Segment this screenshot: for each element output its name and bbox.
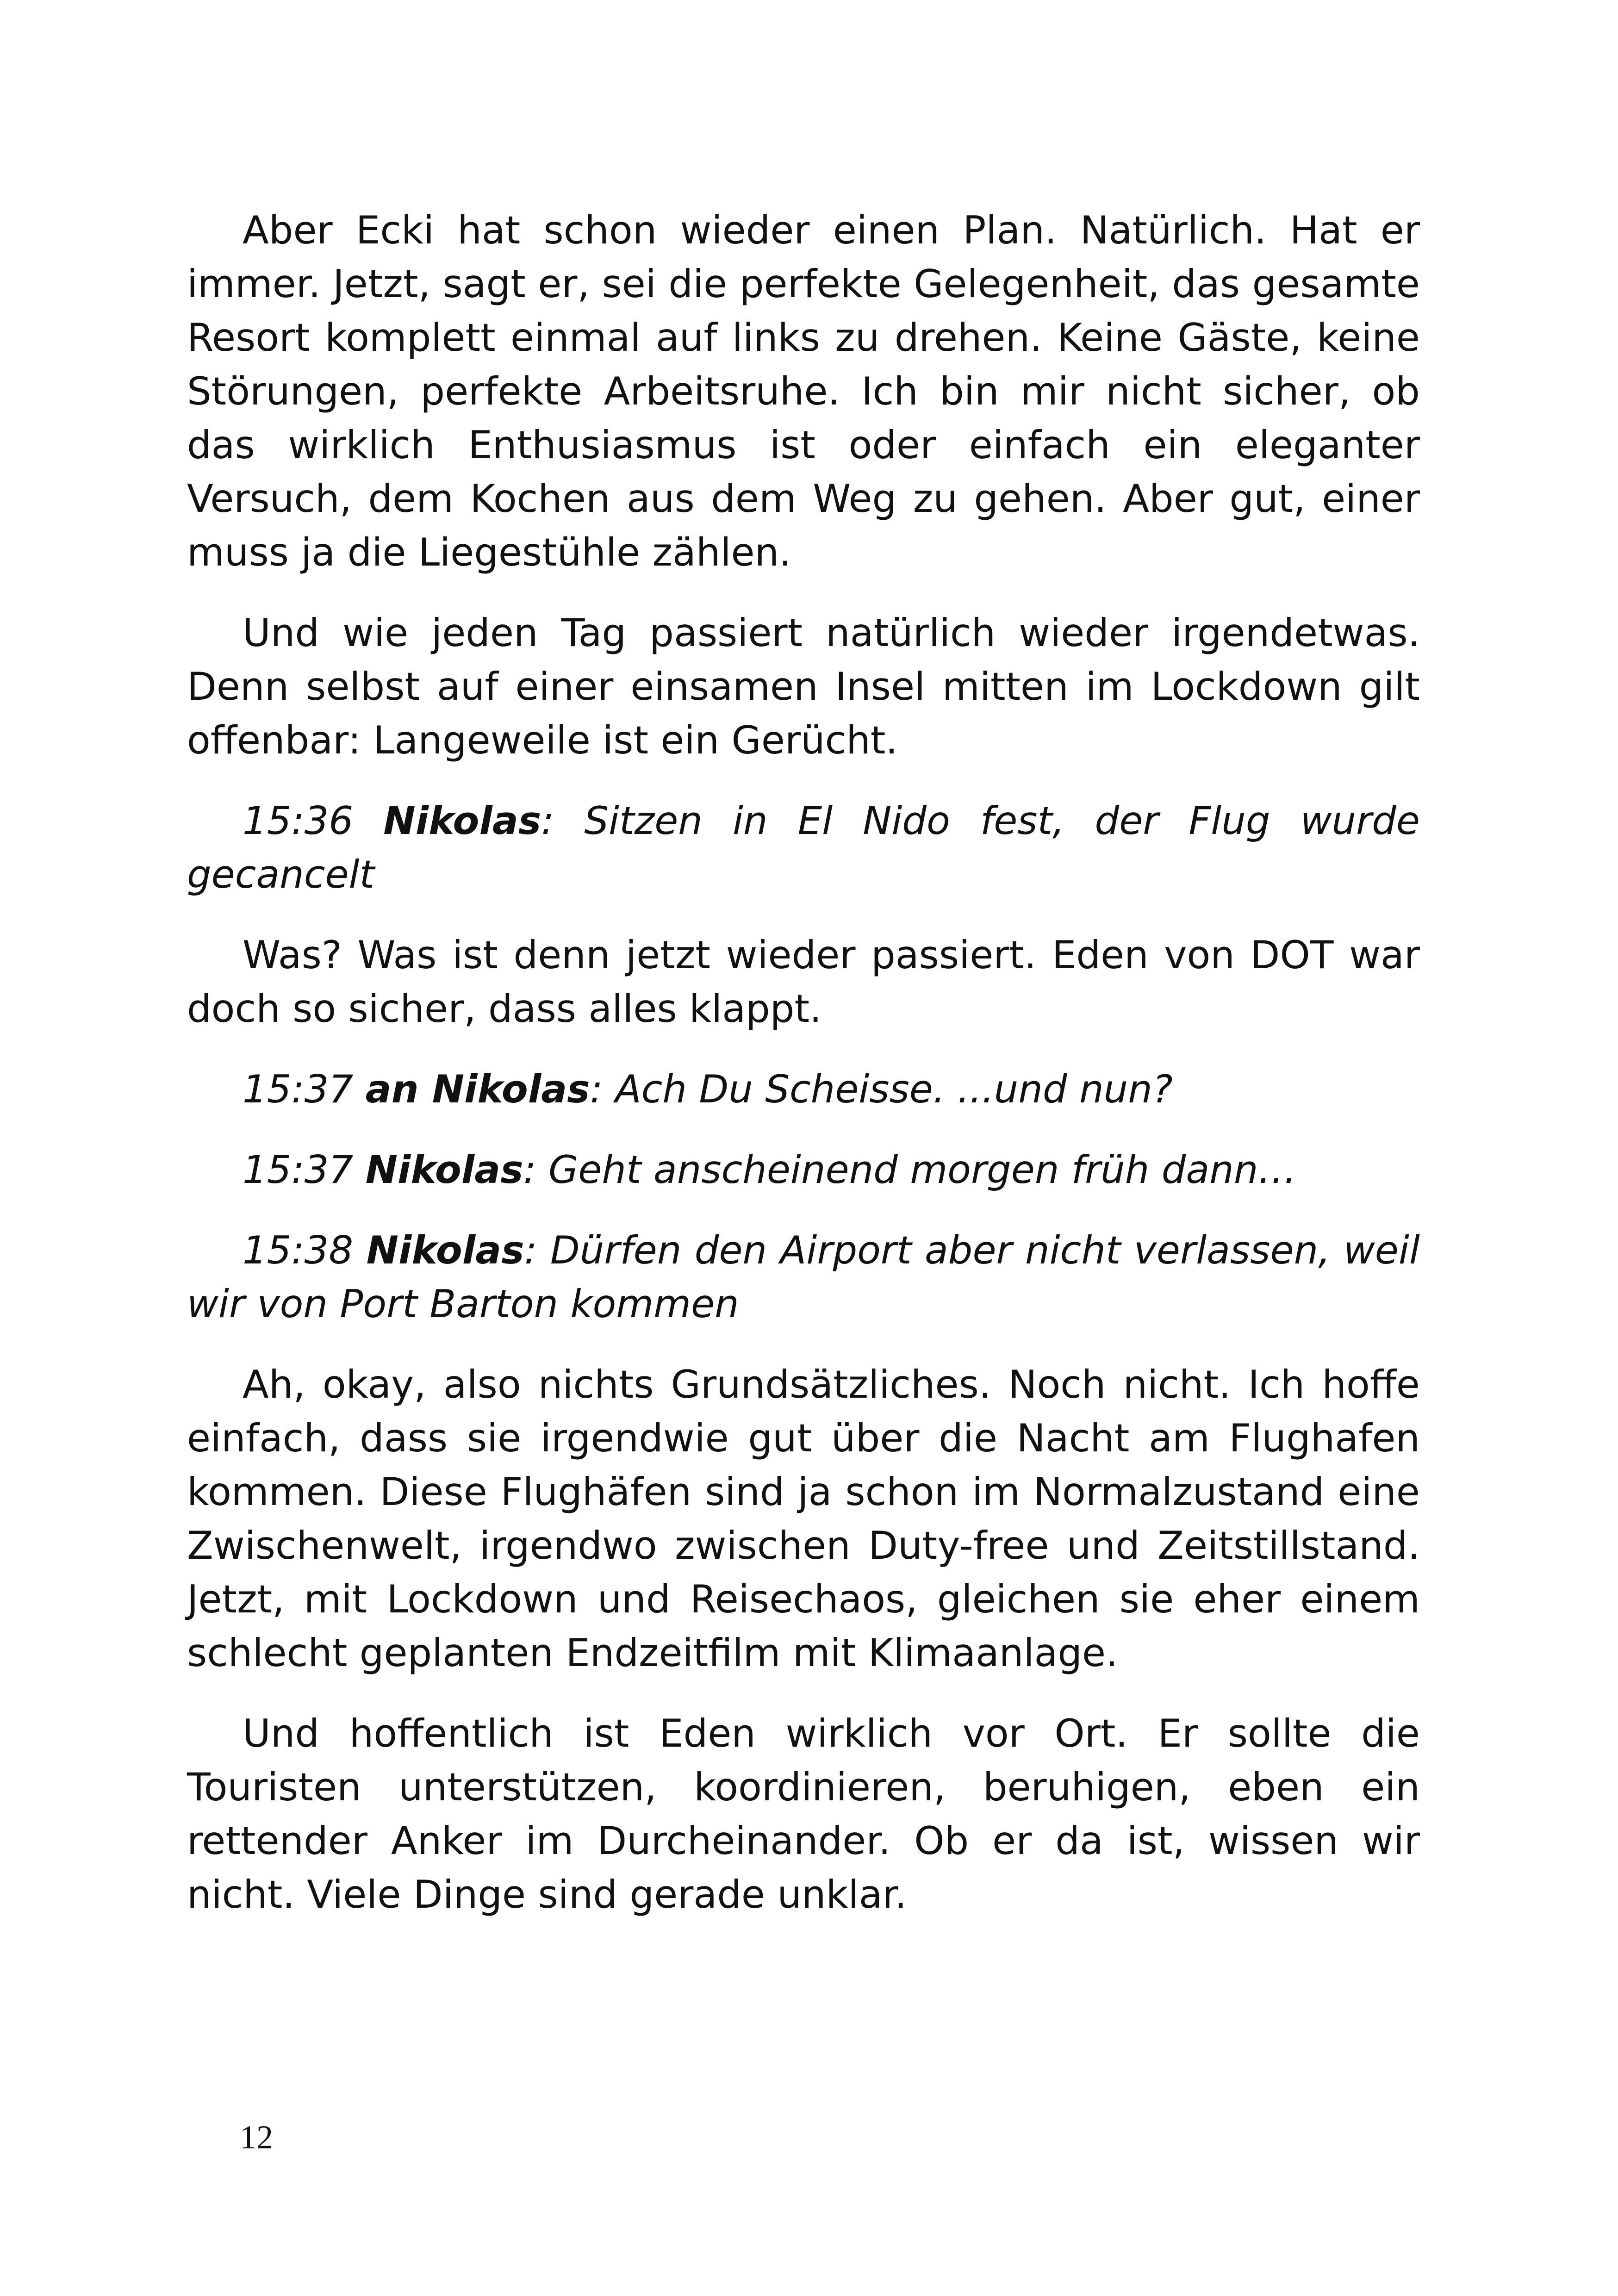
chat-message — [187, 794, 1420, 902]
chat-message — [187, 1143, 1420, 1197]
message-text: : Geht anscheinend morgen früh dann… — [523, 1147, 1297, 1192]
body-text — [187, 204, 1420, 1948]
chat-message — [187, 1224, 1420, 1331]
paragraph: Aber Ecki hat schon wieder einen Plan. Natürlich. Hat er immer. Jetzt, sagt er, sei die perfekte Gelegenheit, das gesamte Resort komplett einmal auf links zu drehen. Keine Gäste, keine Störungen, perfekte Arbeitsruhe. Ich bin mir nicht sicher, ob das wirklich Enthusiasmus ist oder einfach ein eleganter Versuch, dem Kochen aus dem Weg zu gehen. Aber gut, einer muss ja die Liegestühle zählen. — [187, 208, 1420, 575]
message-sender: Nikolas — [383, 798, 541, 843]
message-sender: Nikolas — [365, 1147, 523, 1192]
message-time: 15:36 — [243, 798, 354, 843]
paragraph: Was? Was ist denn jetzt wieder passiert. Eden von DOT war doch so sicher, dass alles klappt. — [187, 933, 1420, 1031]
message-sender: an Nikolas — [365, 1067, 590, 1112]
message-time: 15:38 — [243, 1228, 354, 1273]
message-time: 15:37 — [243, 1067, 354, 1112]
message-text: : Ach Du Scheisse. ...und nun? — [590, 1067, 1173, 1112]
message-text: : Dürfen den Airport aber nicht verlassen, weil wir von Port Barton kommen — [187, 1228, 1420, 1326]
message-text: : Sitzen in El Nido fest, der Flug wurde gecancelt — [187, 798, 1420, 897]
paragraph: Und wie jeden Tag passiert natürlich wieder irgendetwas. Denn selbst auf einer einsamen Insel mitten im Lockdown gilt offenbar: Langeweile ist ein Gerücht. — [187, 610, 1420, 763]
paragraph: Und hoffentlich ist Eden wirklich vor Ort. Er sollte die Touristen unterstützen, koordinieren, beruhigen, eben ein rettender Anker im Durcheinander. Ob er da ist, wissen wir nicht. Viele Dinge sind gerade unklar. — [187, 1711, 1420, 1917]
chat-message — [187, 1063, 1420, 1116]
paragraph: Ah, okay, also nichts Grundsätzliches. Noch nicht. Ich hoffe einfach, dass sie irgendwie gut über die Nacht am Flughafen kommen. Diese Flughäfen sind ja schon im Normalzustand eine Zwischenwelt, irgendwo zwischen Duty-free und Zeitstillstand. Jetzt, mit Lockdown und Reisechaos, gleichen sie eher einem schlecht geplanten Endzeitfilm mit Klimaanlage. — [187, 1362, 1420, 1675]
message-time: 15:37 — [243, 1147, 354, 1192]
page-number: 12 — [240, 2119, 273, 2156]
message-sender: Nikolas — [366, 1228, 524, 1273]
